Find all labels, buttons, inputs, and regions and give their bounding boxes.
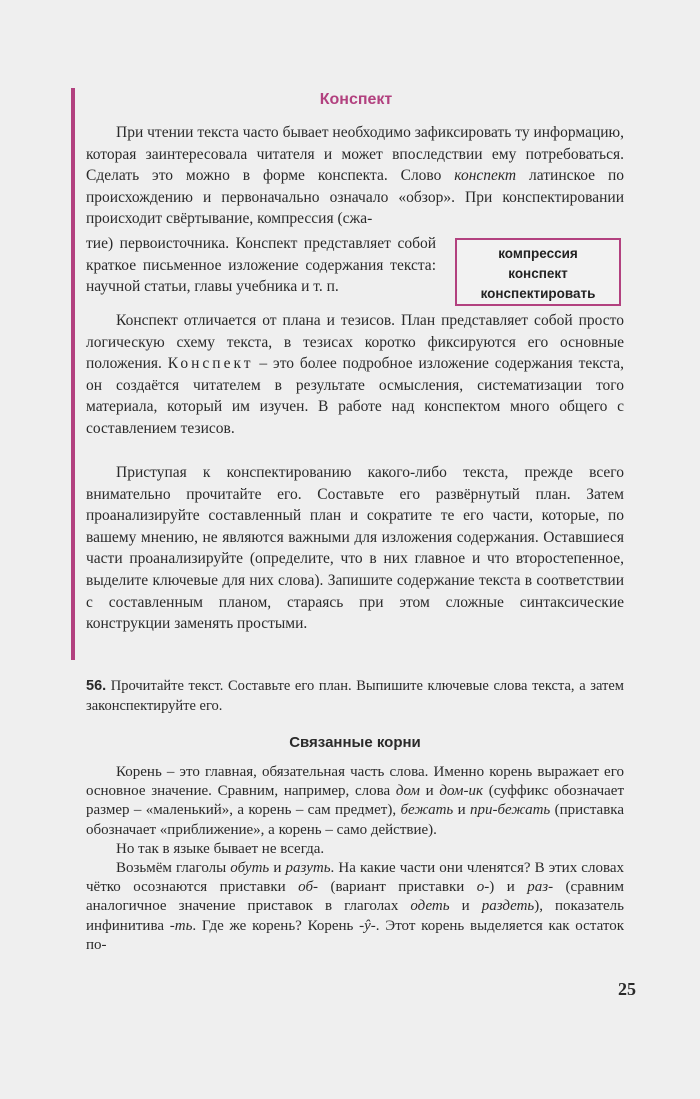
paragraph-1-text: При чтении текста часто бывает необходимо зафиксировать ту информацию, которая заинтересовала читателя и может впоследствии ему потребоваться. Сделать это можно в форме конспекта. Слово конспект латинское по происхождению и первоначально означало «обзор». При конспектировании происходит свёртывание, компрессия (сжа- (86, 124, 624, 228)
term-konspekt-spaced: Конспект (167, 355, 254, 373)
page-number: 25 (618, 979, 636, 999)
section-accent-bar (71, 88, 75, 660)
keyword-3: конспектировать (480, 286, 596, 301)
keyword-2: конспект (508, 266, 568, 281)
exercise-number: 56. (86, 678, 107, 694)
paragraph-roots: Корень – это главная, обязательная часть слова. Именно корень выражает его основное значение. Сравним, например, слова дом и дом-ик (суффикс обозначает размер – «маленький», а корень – сам предмет), бежать и при-бежать (приставка обозначает «приближение», а корень – само действие). Но так в языке бывает не всегда. Возьмём глаголы обуть и разуть. На какие части они членятся? В этих словах чётко осознаются приставки об- (вариант приставки о-) и раз- (сравним аналогичное значение приставок в глаголах одеть и раздеть), показатель инфинитива -ть. Где же корень? Корень -ŷ-. Этот корень выделяется как остаток по- (86, 764, 625, 953)
exercise-text: Прочитайте текст. Составьте его план. Выпишите ключевые слова текста, а затем законспектируйте его. (86, 678, 624, 714)
keyword-1: компрессия (498, 246, 578, 261)
section-title: Конспект (319, 91, 393, 108)
paragraph-3: Приступая к конспектированию какого-либо текста, прежде всего внимательно прочитайте его. Составьте его развёрнутый план. Затем проанализируйте составленный план и сократите те его части, которые, по вашему мнению, не являются важными для изложения содержания. Оставшиеся части проанализируйте (определите, что в них главное и что второстепенное, выделите ключевые для них слова). Запишите содержание текста в соответствии с составленным планом, стараясь при этом сложные синтаксические конструкции заменять простыми. (86, 464, 624, 633)
paragraph-1-narrow: тие) первоисточника. Конспект представляет собой краткое письменное изложение содержания текста: научной статьи, главы учебника и т. п. (86, 235, 436, 296)
paragraph-2: Конспект отличается от плана и тезисов. План представляет собой просто логическую схему текста, в тезисах коротко фиксируются его основные положения. Конспект – это более подробное изложение содержания текста, он создаётся читателем в результате осмысления, систематизации того материала, который им изучен. В работе над конспектом много общего с составлением тезисов. (86, 312, 625, 437)
subsection-title: Связанные корни (289, 734, 421, 751)
exercise-56 (86, 676, 624, 716)
keywords-box (455, 238, 621, 306)
term-konspekt: конспект (454, 167, 517, 185)
paragraph-1-wide (86, 122, 624, 230)
